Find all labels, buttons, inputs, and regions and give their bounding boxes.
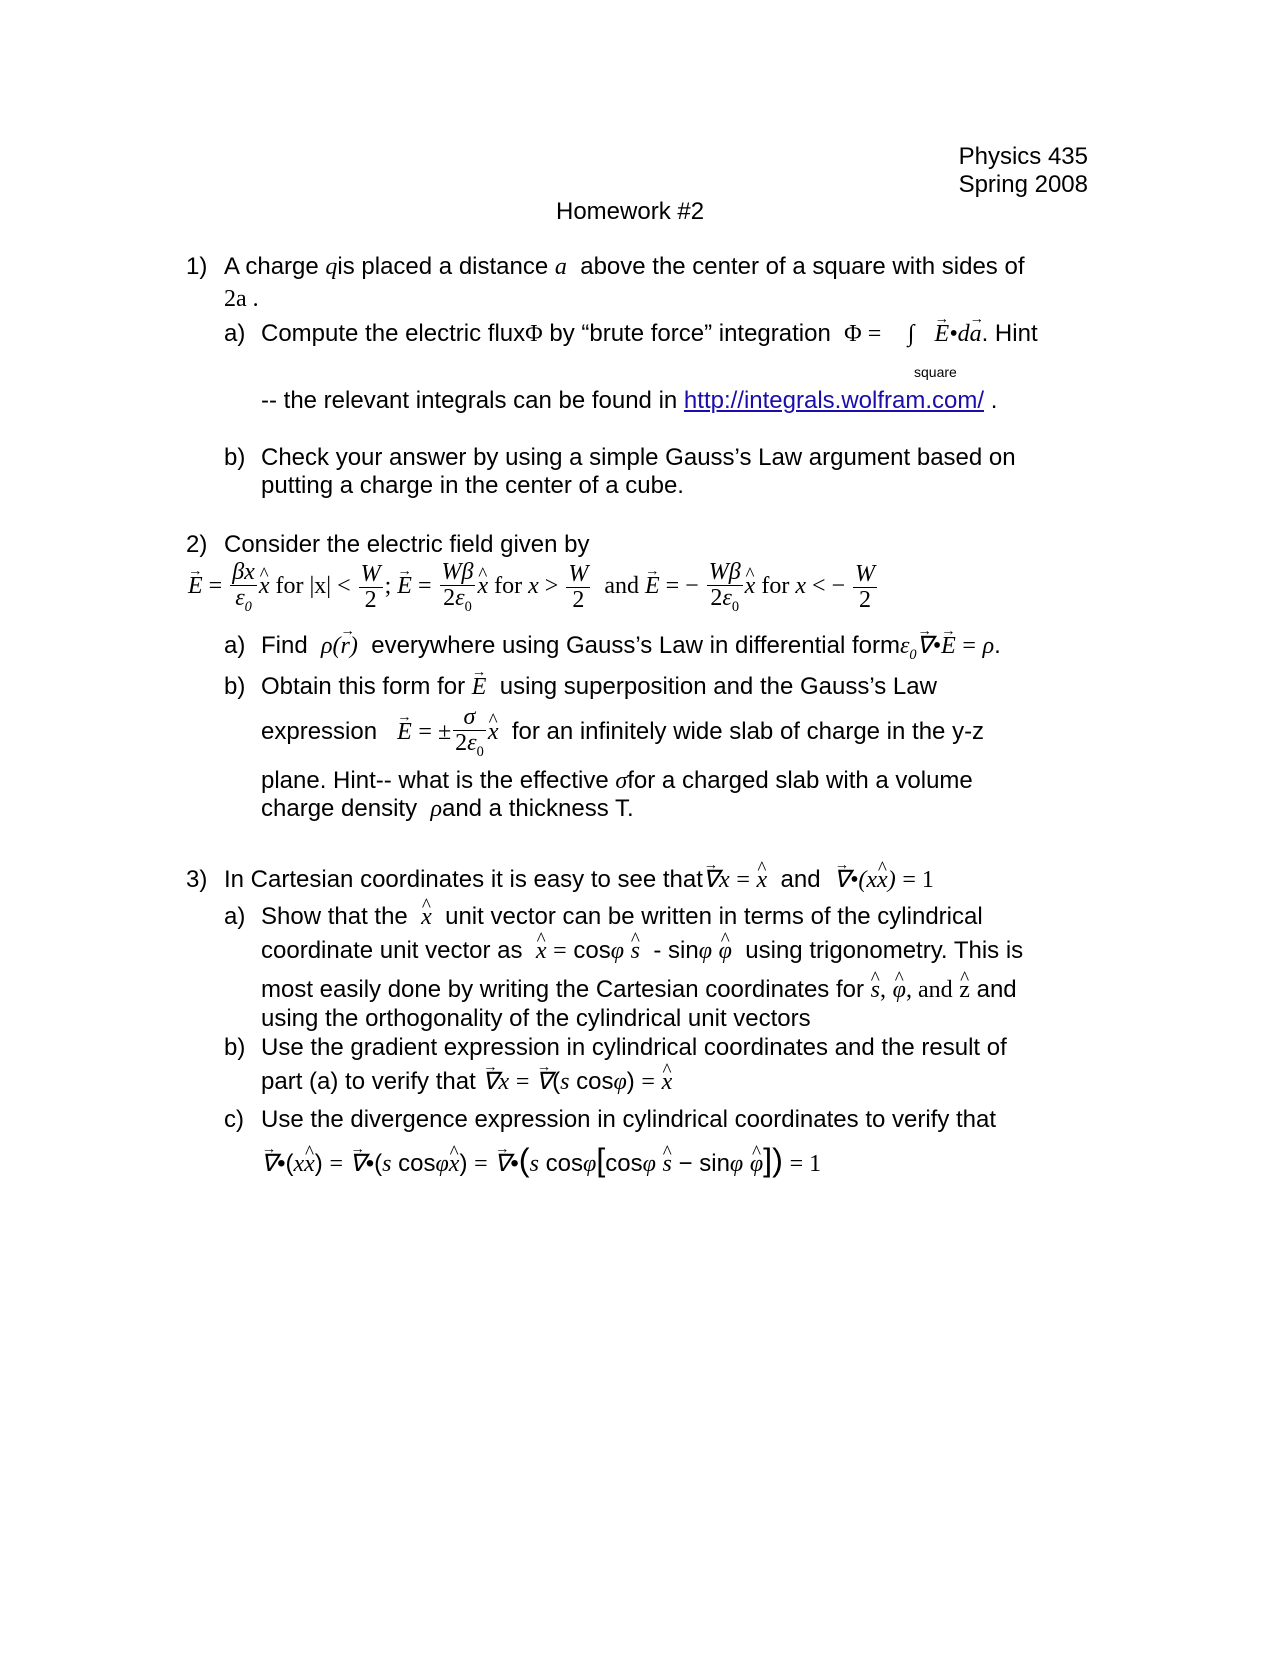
problem-3c-label: c) [224,1106,244,1133]
problem-3a-label: a) [224,903,246,930]
problem-1a-label: a) [224,320,246,347]
problem-2b-line4: charge density ρand a thickness T. [261,795,634,822]
wolfram-link[interactable]: http://integrals.wolfram.com/ [683,387,985,414]
page-title: Homework #2 [556,198,705,225]
problem-3b-label: b) [224,1034,246,1061]
course-name: Physics 435 [958,143,1088,170]
problem-3-intro: In Cartesian coordinates it is easy to see that→ ∇x = ^ x and → ∇•(x^ x) = 1 [224,866,934,895]
problem-1b-label: b) [224,444,246,471]
problem-2-intro: Consider the electric field given by [224,531,590,558]
problem-3a-line1: Show that the ^ x unit vector can be written in terms of the cylindrical [261,903,983,932]
problem-2b-line3: plane. Hint-- what is the effective σfor a charged slab with a volume [261,767,973,794]
problem-1a-text: Compute the electric fluxΦ by “brute force” integration Φ = ∫ → E•d→ a. Hint [261,320,1038,349]
problem-1-intro: A charge qis placed a distance a above the center of a square with sides of [224,253,1025,280]
problem-2-number: 2) [186,531,208,558]
problem-2a-text: Find ρ(→ r) everywhere using Gauss’s Law in differential formε$_0$→ ∇•→ E = ρ. [261,632,1001,663]
problem-3b-line1: Use the gradient expression in cylindrical coordinates and the result of [261,1034,1007,1061]
integral-subscript: square [914,364,957,380]
problem-3a-line4: using the orthogonality of the cylindrical unit vectors [261,1005,811,1032]
problem-2b-label: b) [224,673,246,700]
problem-1-side-length: 2a . [224,286,259,312]
term: Spring 2008 [958,171,1088,198]
problem-3a-line2: coordinate unit vector as ^ x = cosφ ^ s - sinφ ^ φ using trigonometry. This is [261,937,1023,966]
problem-1a-line2: -- the relevant integrals can be found in http://integrals.wolfram.com/ . [261,387,998,414]
problem-3c-line1: Use the divergence expression in cylindrical coordinates to verify that [261,1106,997,1133]
problem-2b-line1: Obtain this form for → E using superposition and the Gauss’s Law [261,673,937,702]
problem-3a-line3: most easily done by writing the Cartesian coordinates for ^ s, ^ φ, and ^ z and [261,976,1017,1005]
problem-3-number: 3) [186,866,208,893]
problem-1-number: 1) [186,253,208,280]
problem-1b-line2: putting a charge in the center of a cube. [261,472,684,499]
divergence-equation: → ∇•(x^ x) = → ∇•(s cosφ^ x) = → ∇•(s cosφ[cosφ ^ s − sinφ ^ φ]) = 1 [261,1142,821,1179]
problem-3b-line2: part (a) to verify that → ∇x = → ∇(s cosφ) = ^ x [261,1068,672,1097]
problem-1b-line1: Check your answer by using a simple Gauss’s Law argument based on [261,444,1016,471]
problem-2a-label: a) [224,632,246,659]
electric-field-equation: → E = $\frac{\beta x}{\varepsilon_0}$ ^ x for |x| < $\frac{W}{2}$ ; → E = $\frac{W\beta}{2\varepsilon_0}$ ^ x for x > $\frac{W}{2}$ and → E = − $\frac{W\beta}{2\varepsilon_0}$ ^ x for x < − $\frac{W}{2}$ [188,560,879,615]
problem-2b-line2: expression → E = ± $\frac{\sigma}{2\varepsilon_0}$ ^ x for an infinitely wide slab of charge in the y-z [261,705,984,760]
